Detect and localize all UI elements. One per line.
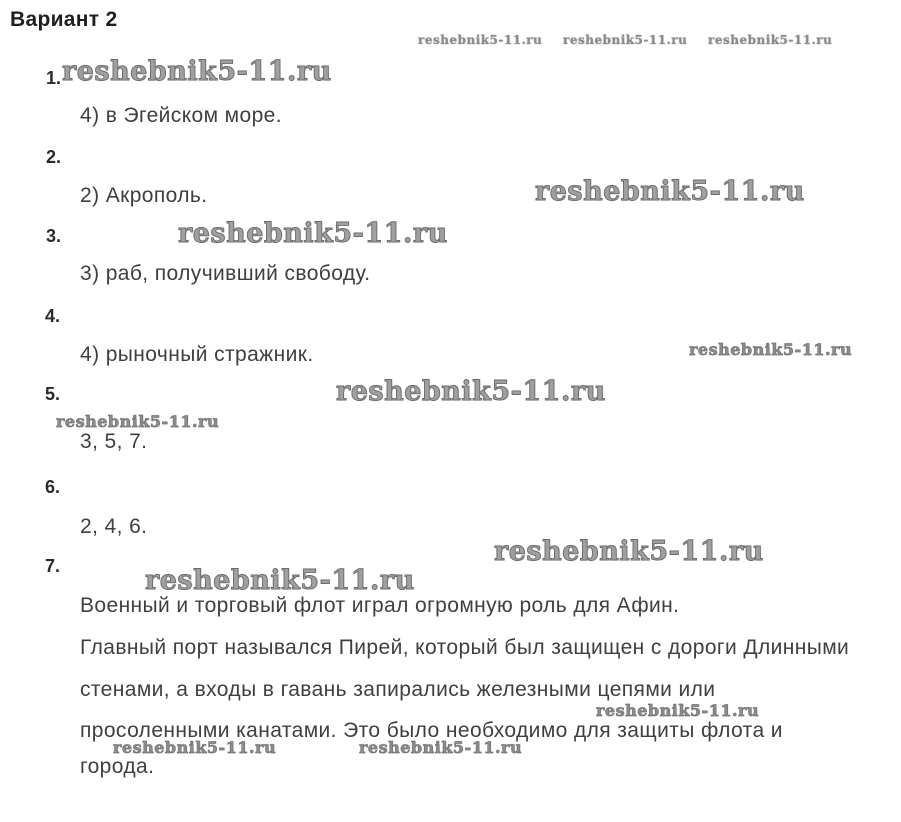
watermark: reshebnik5-11.ru	[689, 340, 853, 359]
watermark: reshebnik5-11.ru	[62, 56, 332, 87]
item-answer: 3, 5, 7.	[80, 430, 148, 453]
watermark: reshebnik5-11.ru	[113, 738, 277, 757]
watermark: reshebnik5-11.ru	[336, 376, 606, 407]
item-number: 6.	[45, 477, 61, 497]
watermark: reshebnik5-11.ru	[418, 33, 543, 47]
item-answer-line: города.	[80, 755, 155, 778]
item-answer: 2) Акрополь.	[80, 184, 208, 207]
watermark: reshebnik5-11.ru	[563, 33, 688, 47]
item-number: 4.	[45, 306, 61, 326]
watermark: reshebnik5-11.ru	[145, 565, 415, 596]
item-answer: 2, 4, 6.	[80, 515, 148, 538]
watermark: reshebnik5-11.ru	[596, 701, 760, 720]
watermark: reshebnik5-11.ru	[494, 536, 764, 567]
page-title: Вариант 2	[10, 8, 118, 31]
item-number: 2.	[46, 147, 62, 167]
item-answer-line: Главный порт назывался Пирей, который был защищен с дороги Длинными	[80, 636, 850, 659]
watermark: reshebnik5-11.ru	[56, 412, 220, 431]
item-answer: 4) в Эгейском море.	[80, 104, 282, 127]
item-answer: 3) раб, получивший свободу.	[80, 262, 371, 285]
item-answer-line: стенами, а входы в гавань запирались железными цепями или	[80, 678, 716, 701]
item-answer-line: просоленными канатами. Это было необходимо для защиты флота и	[80, 719, 783, 742]
watermark: reshebnik5-11.ru	[535, 176, 805, 207]
item-answer-line: Военный и торговый флот играл огромную роль для Афин.	[80, 594, 680, 617]
item-number: 1.	[46, 68, 62, 88]
watermark: reshebnik5-11.ru	[178, 218, 448, 249]
watermark: reshebnik5-11.ru	[708, 33, 833, 47]
watermark: reshebnik5-11.ru	[359, 738, 523, 757]
item-number: 3.	[46, 226, 62, 246]
item-number: 5.	[45, 384, 61, 404]
item-answer: 4) рыночный стражник.	[80, 343, 314, 366]
item-number: 7.	[45, 556, 61, 576]
